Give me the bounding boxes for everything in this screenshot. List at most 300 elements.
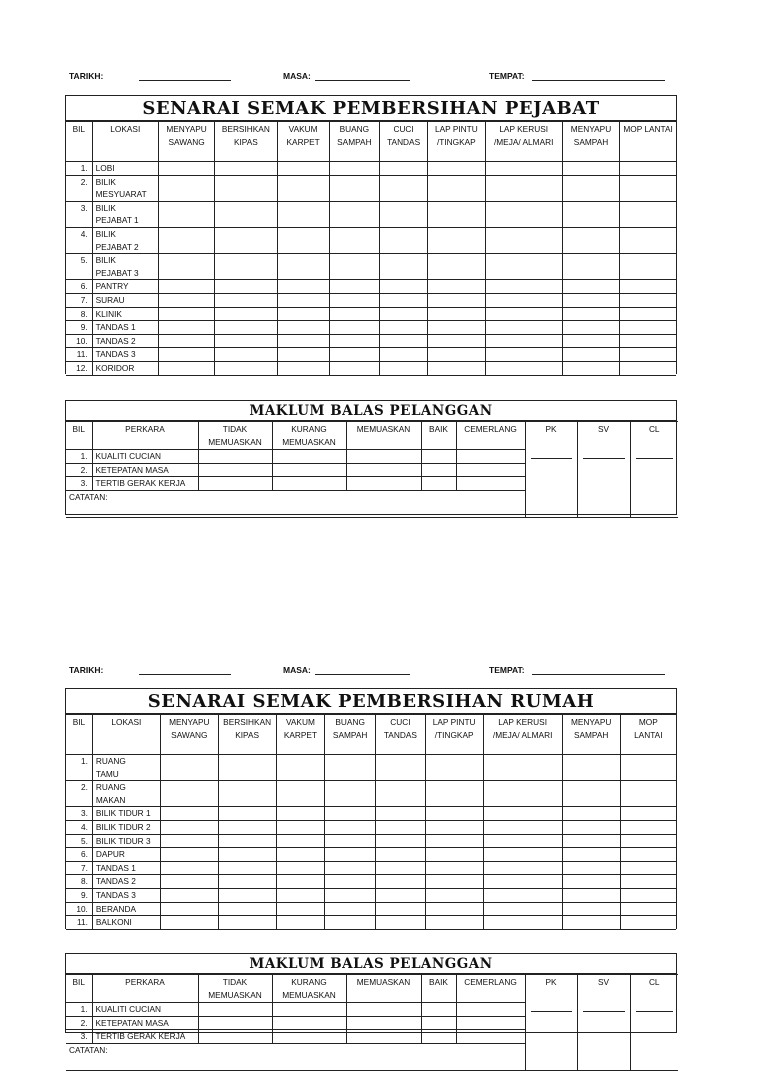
rating-cell[interactable]: [421, 477, 456, 491]
check-cell[interactable]: [277, 348, 329, 362]
check-cell[interactable]: [218, 861, 276, 875]
check-cell[interactable]: [158, 334, 214, 348]
check-cell[interactable]: [325, 888, 376, 902]
rating-cell[interactable]: [456, 477, 525, 491]
check-cell[interactable]: [562, 227, 619, 253]
check-cell[interactable]: [425, 834, 483, 848]
column-header: BIL: [66, 422, 92, 450]
check-cell[interactable]: [562, 280, 619, 294]
location-label: LOBI: [95, 163, 115, 173]
rating-cell[interactable]: [456, 450, 525, 464]
location-label: MAKAN: [95, 794, 126, 805]
check-cell[interactable]: [379, 254, 427, 280]
signature-line[interactable]: [636, 458, 674, 459]
check-cell[interactable]: [276, 781, 325, 807]
rating-cell[interactable]: [272, 463, 346, 477]
location-cell: [92, 902, 160, 916]
masa-field[interactable]: [315, 674, 410, 675]
rating-cell[interactable]: [272, 450, 346, 464]
rating-cell[interactable]: [456, 1003, 525, 1017]
check-cell[interactable]: [483, 916, 562, 930]
check-cell[interactable]: [158, 254, 214, 280]
check-cell[interactable]: [379, 321, 427, 335]
check-cell[interactable]: [276, 848, 325, 862]
rating-cell[interactable]: [346, 477, 421, 491]
column-header: BIL: [66, 715, 92, 755]
location-cell: [92, 834, 160, 848]
check-cell[interactable]: [160, 834, 218, 848]
check-cell[interactable]: [562, 307, 619, 321]
check-cell[interactable]: [620, 201, 676, 227]
check-cell[interactable]: [620, 334, 676, 348]
tarikh-field[interactable]: [139, 674, 231, 675]
signature-line[interactable]: [583, 1011, 625, 1012]
check-cell[interactable]: [277, 227, 329, 253]
check-cell[interactable]: [325, 902, 376, 916]
check-cell[interactable]: [276, 820, 325, 834]
check-cell[interactable]: [325, 861, 376, 875]
check-cell[interactable]: [218, 888, 276, 902]
tarikh-field[interactable]: [139, 80, 231, 81]
check-cell[interactable]: [620, 361, 676, 375]
check-cell[interactable]: [483, 861, 562, 875]
rating-cell[interactable]: [421, 1003, 456, 1017]
check-cell[interactable]: [160, 916, 218, 930]
signature-line[interactable]: [636, 1011, 674, 1012]
check-cell[interactable]: [483, 834, 562, 848]
check-cell[interactable]: [329, 254, 379, 280]
check-cell[interactable]: [483, 807, 562, 821]
check-cell[interactable]: [562, 321, 619, 335]
check-cell[interactable]: [218, 807, 276, 821]
check-cell[interactable]: [218, 820, 276, 834]
table-row: [66, 348, 676, 362]
check-cell[interactable]: [218, 834, 276, 848]
check-cell[interactable]: [277, 321, 329, 335]
check-cell[interactable]: [562, 162, 619, 176]
check-cell[interactable]: [276, 861, 325, 875]
location-label: RUANG: [95, 756, 126, 766]
masa-label: MASA:: [283, 665, 311, 675]
check-cell[interactable]: [160, 781, 218, 807]
check-cell[interactable]: [158, 348, 214, 362]
column-header: TIDAK MEMUASKAN: [198, 975, 272, 1003]
check-cell[interactable]: [562, 175, 619, 201]
column-header: BAIK: [421, 422, 456, 450]
column-header: CEMERLANG: [456, 975, 525, 1003]
check-cell[interactable]: [428, 280, 485, 294]
location-cell: [92, 321, 158, 335]
check-cell[interactable]: [379, 348, 427, 362]
check-cell[interactable]: [376, 755, 426, 781]
check-cell[interactable]: [562, 201, 619, 227]
check-cell[interactable]: [620, 227, 676, 253]
check-cell[interactable]: [215, 307, 277, 321]
check-cell[interactable]: [562, 755, 620, 781]
check-cell[interactable]: [276, 875, 325, 889]
rating-cell[interactable]: [198, 1016, 272, 1030]
check-cell[interactable]: [379, 175, 427, 201]
check-cell[interactable]: [485, 254, 562, 280]
check-cell[interactable]: [329, 307, 379, 321]
check-cell[interactable]: [485, 348, 562, 362]
tempat-field[interactable]: [532, 80, 665, 81]
check-cell[interactable]: [376, 861, 426, 875]
check-cell[interactable]: [329, 175, 379, 201]
check-cell[interactable]: [277, 293, 329, 307]
check-cell[interactable]: [158, 307, 214, 321]
check-cell[interactable]: [379, 201, 427, 227]
check-cell[interactable]: [160, 902, 218, 916]
check-cell[interactable]: [329, 227, 379, 253]
signature-line[interactable]: [583, 458, 625, 459]
row-number: 2.: [66, 781, 92, 807]
check-cell[interactable]: [379, 307, 427, 321]
check-cell[interactable]: [277, 361, 329, 375]
check-cell[interactable]: [485, 321, 562, 335]
row-number: 1.: [66, 1003, 92, 1017]
check-cell[interactable]: [483, 902, 562, 916]
check-cell[interactable]: [215, 254, 277, 280]
rating-cell[interactable]: [456, 463, 525, 477]
check-cell[interactable]: [329, 201, 379, 227]
check-cell[interactable]: [329, 162, 379, 176]
check-cell[interactable]: [158, 361, 214, 375]
check-cell[interactable]: [562, 781, 620, 807]
check-cell[interactable]: [158, 321, 214, 335]
check-cell[interactable]: [276, 916, 325, 930]
row-number: 8.: [66, 875, 92, 889]
check-cell[interactable]: [562, 820, 620, 834]
check-cell[interactable]: [620, 848, 676, 862]
location-cell: [92, 254, 158, 280]
check-cell[interactable]: [376, 902, 426, 916]
feedback-table: [66, 974, 678, 1071]
check-cell[interactable]: [620, 755, 676, 781]
check-cell[interactable]: [485, 307, 562, 321]
rating-cell[interactable]: [198, 1030, 272, 1044]
check-cell[interactable]: [428, 227, 485, 253]
perkara-cell: KETEPATAN MASA: [92, 1016, 198, 1030]
rating-cell[interactable]: [272, 1003, 346, 1017]
check-cell[interactable]: [218, 755, 276, 781]
check-cell[interactable]: [215, 293, 277, 307]
check-cell[interactable]: [325, 916, 376, 930]
check-cell[interactable]: [158, 293, 214, 307]
check-cell[interactable]: [160, 820, 218, 834]
table-row: [66, 888, 676, 902]
location-cell: [92, 334, 158, 348]
form-header-house: [0, 665, 768, 679]
check-cell[interactable]: [620, 307, 676, 321]
location-label: TANDAS 3: [95, 889, 136, 900]
check-cell[interactable]: [276, 755, 325, 781]
check-cell[interactable]: [215, 280, 277, 294]
check-cell[interactable]: [485, 162, 562, 176]
check-cell[interactable]: [562, 334, 619, 348]
check-cell[interactable]: [620, 861, 676, 875]
catatan-cell[interactable]: CATATAN:: [66, 490, 525, 517]
check-cell[interactable]: [325, 848, 376, 862]
column-header: MEMUASKAN: [346, 422, 421, 450]
check-cell[interactable]: [218, 916, 276, 930]
check-cell[interactable]: [276, 834, 325, 848]
check-cell[interactable]: [376, 848, 426, 862]
check-cell[interactable]: [329, 321, 379, 335]
check-cell[interactable]: [620, 280, 676, 294]
check-cell[interactable]: [277, 307, 329, 321]
check-cell[interactable]: [620, 807, 676, 821]
check-cell[interactable]: [428, 321, 485, 335]
rating-cell[interactable]: [272, 1016, 346, 1030]
rating-cell[interactable]: [456, 1016, 525, 1030]
check-cell[interactable]: [562, 861, 620, 875]
rating-cell[interactable]: [456, 1030, 525, 1044]
check-cell[interactable]: [562, 254, 619, 280]
feedback-office: [65, 400, 677, 515]
check-cell[interactable]: [620, 902, 676, 916]
tempat-label: TEMPAT:: [489, 665, 525, 675]
table-row: [66, 321, 676, 335]
header-row: [66, 422, 678, 450]
rating-cell[interactable]: [198, 1003, 272, 1017]
location-cell: [92, 307, 158, 321]
location-label: MESYUARAT: [95, 189, 147, 200]
check-cell[interactable]: [379, 361, 427, 375]
check-cell[interactable]: [485, 201, 562, 227]
check-cell[interactable]: [215, 321, 277, 335]
check-cell[interactable]: [428, 361, 485, 375]
check-cell[interactable]: [483, 820, 562, 834]
check-cell[interactable]: [277, 280, 329, 294]
check-cell[interactable]: [425, 755, 483, 781]
check-cell[interactable]: [562, 875, 620, 889]
check-cell[interactable]: [379, 227, 427, 253]
check-cell[interactable]: [485, 293, 562, 307]
check-cell[interactable]: [620, 175, 676, 201]
rating-cell[interactable]: [421, 1016, 456, 1030]
check-cell[interactable]: [158, 201, 214, 227]
check-cell[interactable]: [376, 834, 426, 848]
check-cell[interactable]: [485, 280, 562, 294]
check-cell[interactable]: [483, 755, 562, 781]
check-cell[interactable]: [483, 875, 562, 889]
check-cell[interactable]: [376, 781, 426, 807]
row-number: 3.: [66, 201, 92, 227]
rating-cell[interactable]: [421, 1030, 456, 1044]
table-row: [66, 916, 676, 930]
check-cell[interactable]: [562, 848, 620, 862]
check-cell[interactable]: [425, 875, 483, 889]
check-cell[interactable]: [620, 254, 676, 280]
check-cell[interactable]: [215, 227, 277, 253]
check-cell[interactable]: [620, 348, 676, 362]
check-cell[interactable]: [485, 334, 562, 348]
check-cell[interactable]: [218, 875, 276, 889]
check-cell[interactable]: [215, 162, 277, 176]
check-cell[interactable]: [562, 293, 619, 307]
header-row: [66, 975, 678, 1003]
check-cell[interactable]: [158, 280, 214, 294]
check-cell[interactable]: [620, 781, 676, 807]
row-number: 9.: [66, 888, 92, 902]
check-cell[interactable]: [329, 293, 379, 307]
check-cell[interactable]: [376, 875, 426, 889]
table-row: [66, 807, 676, 821]
check-cell[interactable]: [215, 201, 277, 227]
check-cell[interactable]: [562, 834, 620, 848]
checklist-house: [65, 688, 677, 929]
check-cell[interactable]: [425, 781, 483, 807]
check-cell[interactable]: [276, 807, 325, 821]
rating-cell[interactable]: [272, 1030, 346, 1044]
check-cell[interactable]: [160, 888, 218, 902]
rating-cell[interactable]: [421, 450, 456, 464]
rating-cell[interactable]: [346, 450, 421, 464]
check-cell[interactable]: [379, 293, 427, 307]
signature-line[interactable]: [531, 1011, 572, 1012]
tempat-field[interactable]: [532, 674, 665, 675]
check-cell[interactable]: [620, 321, 676, 335]
check-cell[interactable]: [329, 280, 379, 294]
check-cell[interactable]: [376, 888, 426, 902]
check-cell[interactable]: [160, 807, 218, 821]
check-cell[interactable]: [376, 820, 426, 834]
check-cell[interactable]: [158, 227, 214, 253]
column-header: BERSIHKAN KIPAS: [215, 122, 277, 162]
check-cell[interactable]: [158, 162, 214, 176]
check-cell[interactable]: [158, 175, 214, 201]
check-cell[interactable]: [376, 807, 426, 821]
catatan-cell[interactable]: CATATAN:: [66, 1043, 525, 1070]
check-cell[interactable]: [428, 201, 485, 227]
check-cell[interactable]: [276, 902, 325, 916]
check-cell[interactable]: [428, 175, 485, 201]
check-cell[interactable]: [277, 162, 329, 176]
check-cell[interactable]: [562, 902, 620, 916]
check-cell[interactable]: [215, 361, 277, 375]
check-cell[interactable]: [160, 755, 218, 781]
check-cell[interactable]: [428, 334, 485, 348]
check-cell[interactable]: [379, 280, 427, 294]
check-cell[interactable]: [428, 162, 485, 176]
checklist-title: SENARAI SEMAK PEMBERSIHAN PEJABAT: [66, 96, 676, 121]
check-cell[interactable]: [325, 875, 376, 889]
rating-cell[interactable]: [198, 477, 272, 491]
check-cell[interactable]: [215, 175, 277, 201]
check-cell[interactable]: [277, 254, 329, 280]
row-number: 7.: [66, 861, 92, 875]
check-cell[interactable]: [215, 348, 277, 362]
check-cell[interactable]: [620, 875, 676, 889]
table-row: [66, 834, 676, 848]
check-cell[interactable]: [562, 888, 620, 902]
check-cell[interactable]: [160, 848, 218, 862]
rating-cell[interactable]: [346, 1003, 421, 1017]
check-cell[interactable]: [425, 916, 483, 930]
check-cell[interactable]: [425, 820, 483, 834]
check-cell[interactable]: [425, 888, 483, 902]
row-number: 1.: [66, 450, 92, 464]
check-cell[interactable]: [329, 348, 379, 362]
check-cell[interactable]: [483, 848, 562, 862]
location-cell: [92, 781, 160, 807]
check-cell[interactable]: [562, 807, 620, 821]
masa-field[interactable]: [315, 80, 410, 81]
check-cell[interactable]: [379, 334, 427, 348]
check-cell[interactable]: [376, 916, 426, 930]
check-cell[interactable]: [485, 175, 562, 201]
column-header: BIL: [66, 122, 92, 162]
check-cell[interactable]: [425, 861, 483, 875]
check-cell[interactable]: [620, 916, 676, 930]
check-cell[interactable]: [620, 834, 676, 848]
check-cell[interactable]: [277, 175, 329, 201]
check-cell[interactable]: [425, 807, 483, 821]
check-cell[interactable]: [160, 875, 218, 889]
check-cell[interactable]: [428, 293, 485, 307]
column-header: VAKUM KARPET: [277, 122, 329, 162]
location-label: BILIK TIDUR 2: [95, 821, 151, 832]
check-cell[interactable]: [562, 361, 619, 375]
check-cell[interactable]: [277, 201, 329, 227]
check-cell[interactable]: [325, 755, 376, 781]
check-cell[interactable]: [329, 361, 379, 375]
signature-line[interactable]: [531, 458, 572, 459]
check-cell[interactable]: [277, 334, 329, 348]
rating-cell[interactable]: [198, 450, 272, 464]
check-cell[interactable]: [325, 781, 376, 807]
check-cell[interactable]: [325, 807, 376, 821]
check-cell[interactable]: [218, 848, 276, 862]
check-cell[interactable]: [325, 820, 376, 834]
check-cell[interactable]: [620, 293, 676, 307]
check-cell[interactable]: [329, 334, 379, 348]
check-cell[interactable]: [620, 820, 676, 834]
check-cell[interactable]: [160, 861, 218, 875]
rating-cell[interactable]: [346, 1016, 421, 1030]
check-cell[interactable]: [425, 902, 483, 916]
row-number: 4.: [66, 820, 92, 834]
check-cell[interactable]: [428, 254, 485, 280]
check-cell[interactable]: [620, 162, 676, 176]
rating-cell[interactable]: [198, 463, 272, 477]
rating-cell[interactable]: [421, 463, 456, 477]
check-cell[interactable]: [379, 162, 427, 176]
check-cell[interactable]: [276, 888, 325, 902]
check-cell[interactable]: [325, 834, 376, 848]
row-number: 8.: [66, 307, 92, 321]
check-cell[interactable]: [485, 227, 562, 253]
check-cell[interactable]: [562, 916, 620, 930]
rating-cell[interactable]: [346, 463, 421, 477]
check-cell[interactable]: [428, 307, 485, 321]
check-cell[interactable]: [562, 348, 619, 362]
check-cell[interactable]: [218, 902, 276, 916]
rating-cell[interactable]: [272, 477, 346, 491]
check-cell[interactable]: [483, 888, 562, 902]
rating-cell[interactable]: [346, 1030, 421, 1044]
check-cell[interactable]: [215, 334, 277, 348]
check-cell[interactable]: [425, 848, 483, 862]
check-cell[interactable]: [218, 781, 276, 807]
header-row: [66, 122, 676, 162]
check-cell[interactable]: [485, 361, 562, 375]
check-cell[interactable]: [483, 781, 562, 807]
check-cell[interactable]: [428, 348, 485, 362]
check-cell[interactable]: [620, 888, 676, 902]
row-number: 11.: [66, 916, 92, 930]
